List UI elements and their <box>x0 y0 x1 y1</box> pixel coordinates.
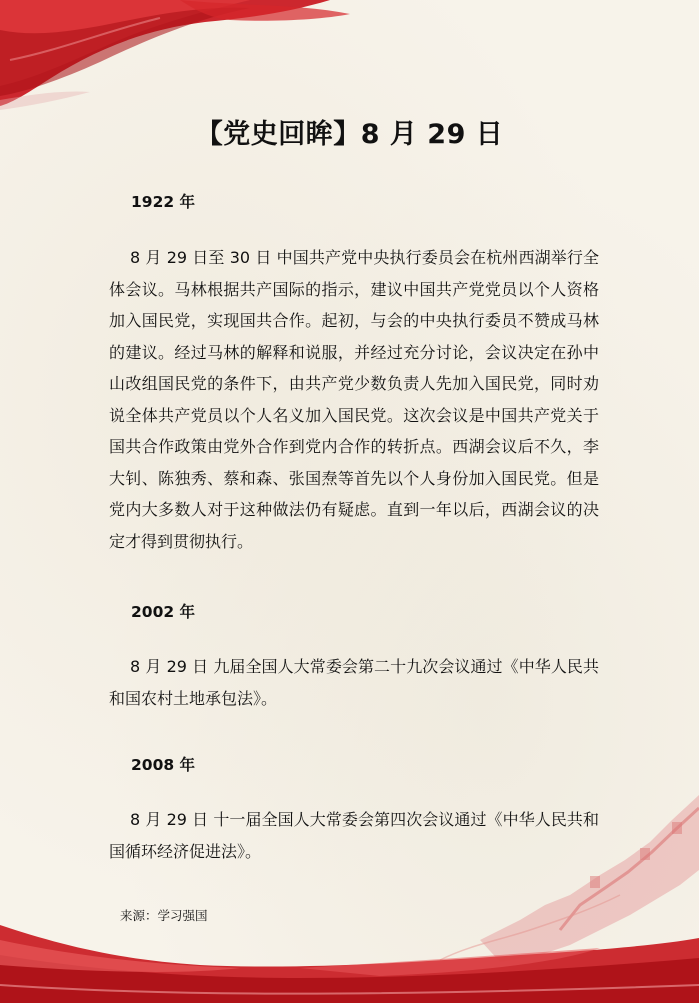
entry-paragraph: 8 月 29 日 九届全国人大常委会第二十九次会议通过《中华人民共和国农村土地承包法》。 <box>109 657 599 708</box>
year-heading: 2008 年 <box>131 756 196 774</box>
red-ribbon-bottom <box>0 925 699 1003</box>
entry-paragraph: 8 月 29 日至 30 日 中国共产党中央执行委员会在杭州西湖举行全体会议。马林根据共产国际的指示，建议中国共产党党员以个人资格加入国民党，实现国共合作。起初，与会的中央执行委员不赞成马林的建议。经过马林的解释和说服，并经过充分讨论，会议决定在孙中山改组国民党的条件下，由共产党少数负责人先加入国民党，同时劝说全体共产党员以个人名义加入国民党。这次会议是中国共产党关于国共合作政策由党外合作到党内合作的转折点。西湖会议后不久，李大钊、陈独秀、蔡和森、张国焘等首先以个人身份加入国民党。但是党内大多数人对于这种做法仍有疑虑。直到一年以后，西湖会议的决定才得到贯彻执行。 <box>109 248 599 551</box>
entry-paragraph: 8 月 29 日 十一届全国人大常委会第四次会议通过《中华人民共和国循环经济促进法》。 <box>109 810 599 861</box>
page-title: 【党史回眸】8 月 29 日 <box>195 119 504 150</box>
red-ribbon-top-left <box>0 0 350 110</box>
year-heading: 2002 年 <box>131 603 196 621</box>
source-credit: 来源：学习强国 <box>120 908 208 923</box>
year-heading: 1922 年 <box>131 193 196 211</box>
